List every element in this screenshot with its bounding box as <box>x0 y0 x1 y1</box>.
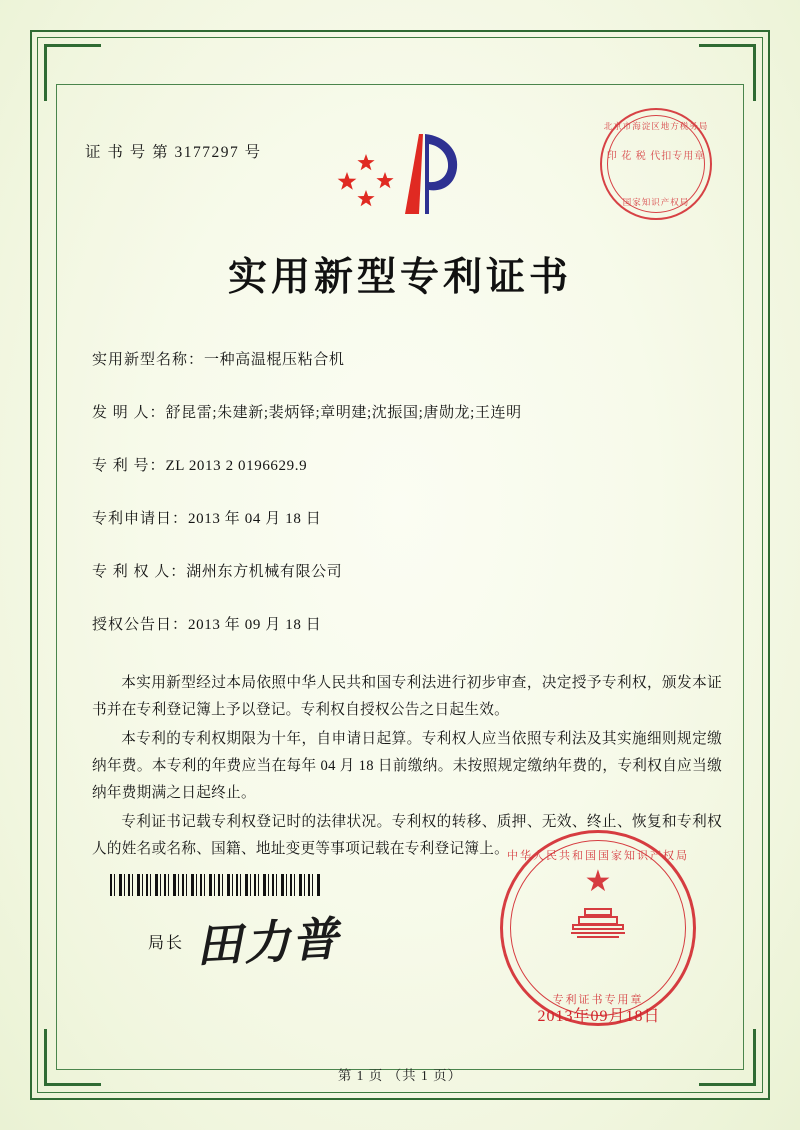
seal-date: 2013年09月18日 <box>537 1008 661 1025</box>
field-label: 实用新型名称： <box>92 352 205 368</box>
field-value: 湖州东方机械有限公司 <box>186 564 343 580</box>
body-paragraph: 本专利的专利权期限为十年，自申请日起算。专利权人应当依照专利法及其实施细则规定缴纳年费。本专利的年费应当在每年 04 月 18 日前缴纳。未按照规定缴纳年费的，专利权自应当缴纳年费期满之日起终止。 <box>92 731 722 801</box>
page-footer: 第 1 页 （共 1 页） <box>337 1068 463 1083</box>
corner-ornament-top-left <box>44 44 101 101</box>
field-row <box>92 507 720 528</box>
official-seal <box>500 830 696 1026</box>
field-row <box>92 560 720 581</box>
field-value: ZL 2013 2 0196629.9 <box>165 458 308 474</box>
director-signature: 田力普 <box>194 911 342 973</box>
certificate-number: 证 书 号 第 3177297 号 <box>85 144 262 161</box>
patent-office-logo-icon <box>333 128 463 224</box>
field-label: 专 利 权 人： <box>92 564 187 580</box>
star-icon: ★ <box>584 865 612 898</box>
tax-stamp-arc-text: 北京市海淀区地方税务局 <box>603 121 709 131</box>
field-label: 专 利 号： <box>92 458 166 474</box>
director-label: 局长 <box>148 935 185 952</box>
official-seal-arc-text: 中华人民共和国国家知识产权局 <box>507 850 689 862</box>
field-label: 发 明 人： <box>92 405 166 421</box>
field-row <box>92 401 720 422</box>
tax-stamp <box>600 108 712 220</box>
body-paragraph: 本实用新型经过本局依照中华人民共和国专利法进行初步审查，决定授予专利权，颁发本证书并在专利登记簿上予以登记。专利权自授权公告之日起生效。 <box>92 675 722 718</box>
page-title: 实用新型专利证书 <box>227 254 572 300</box>
field-row <box>92 613 720 634</box>
field-row <box>92 454 720 475</box>
field-label: 专利申请日： <box>92 511 189 527</box>
field-value: 一种高温棍压粘合机 <box>204 352 345 368</box>
field-row <box>92 348 720 369</box>
tax-stamp-middle-text: 印 花 税 代扣专用章 <box>606 151 706 162</box>
body-paragraph: 专利证书记载专利权登记时的法律状况。专利权的转移、质押、无效、终止、恢复和专利权人的姓名或名称、国籍、地址变更等事项记载在专利登记簿上。 <box>92 814 722 857</box>
national-emblem-icon <box>567 899 629 941</box>
barcode <box>110 874 320 896</box>
field-value: 舒昆雷;朱建新;裴炳铎;章明建;沈振国;唐勋龙;王连明 <box>165 405 522 421</box>
fields-list <box>92 348 720 666</box>
tax-stamp-bottom-text: 国家知识产权局 <box>622 197 690 207</box>
field-value: 2013 年 04 月 18 日 <box>188 511 322 527</box>
field-label: 授权公告日： <box>92 617 189 633</box>
official-seal-bottom-text: 专利证书专用章 <box>552 994 644 1006</box>
field-value: 2013 年 09 月 18 日 <box>188 617 322 633</box>
corner-ornament-top-right <box>699 44 756 101</box>
